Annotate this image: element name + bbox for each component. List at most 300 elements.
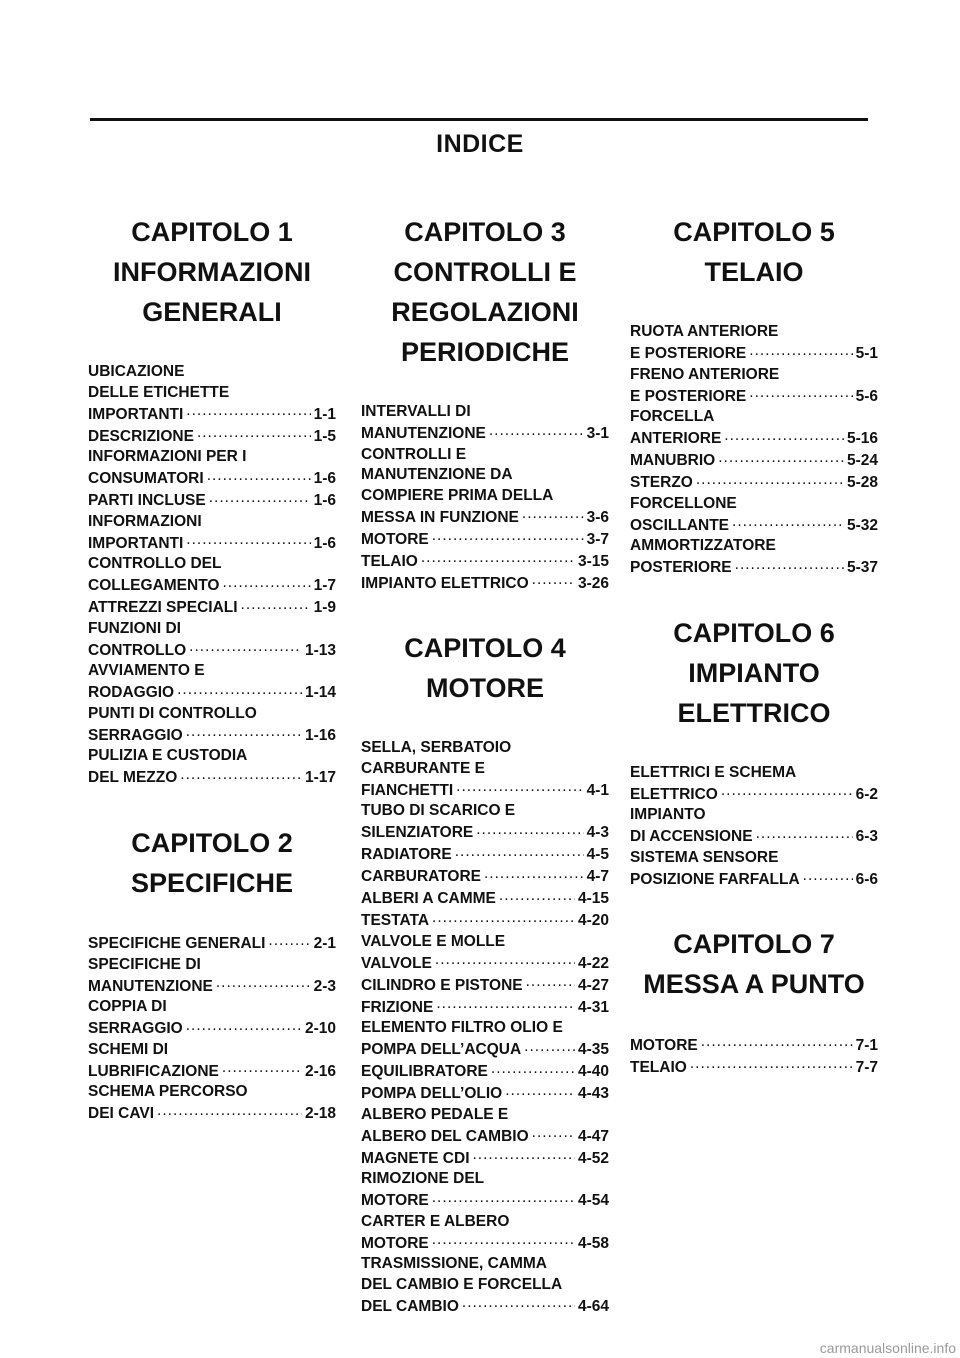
toc-page-number: 4-54 <box>577 1192 609 1209</box>
toc-entry-text: FIANCHETTI <box>361 781 454 799</box>
toc-entry-text: IMPIANTO ELETTRICO <box>361 574 529 592</box>
toc-entry-text: DEL CAMBIO <box>361 1297 459 1315</box>
toc-entry-line <box>361 974 609 996</box>
toc-entry-line <box>88 767 336 789</box>
toc-column-2 <box>361 212 609 1317</box>
toc-entry[interactable] <box>630 763 878 806</box>
dot-leader <box>732 514 844 530</box>
toc-entry-text: MOTORE <box>361 1234 429 1252</box>
toc-entry[interactable] <box>361 1147 609 1169</box>
toc-entry-text: CARTER E ALBERO <box>361 1212 510 1230</box>
toc-entry-line <box>88 682 336 704</box>
toc-entry[interactable] <box>361 1105 609 1148</box>
toc-entry-line <box>361 1083 609 1105</box>
chapter-heading: CAPITOLO 5 TELAIO <box>673 217 835 287</box>
toc-entry[interactable] <box>361 1212 609 1255</box>
toc-entry-line <box>361 759 609 780</box>
toc-page-number: 4-52 <box>577 1149 609 1167</box>
toc-entry-text: ELETTRICI E SCHEMA <box>630 763 797 781</box>
toc-entry-text: PULIZIA E CUSTODIA <box>88 747 248 764</box>
toc-entry-line <box>88 447 336 468</box>
toc-entry-text: PUNTI DI CONTROLLO <box>88 704 257 722</box>
toc-entry-text: IMPIANTO <box>630 806 706 823</box>
toc-list <box>88 933 336 1125</box>
dot-leader <box>421 550 575 566</box>
toc-entry-line <box>88 933 336 955</box>
toc-entry[interactable] <box>88 490 336 512</box>
dot-leader <box>476 822 583 838</box>
toc-entry[interactable] <box>630 322 878 365</box>
toc-entry-text: ALBERO DEL CAMBIO <box>361 1127 529 1145</box>
toc-entry[interactable] <box>361 866 609 888</box>
dot-leader <box>435 952 575 968</box>
chapter-heading: CAPITOLO 6 IMPIANTO ELETTRICO <box>673 617 835 728</box>
dot-leader <box>749 385 852 401</box>
toc-entry-text: FORCELLONE <box>630 494 737 512</box>
toc-entry[interactable] <box>361 445 609 529</box>
toc-entry-line <box>88 746 336 767</box>
toc-entry-text: FUNZIONI DI <box>88 619 181 637</box>
toc-entry-text: CONTROLLI E <box>361 445 467 463</box>
toc-entry-line <box>361 1018 609 1039</box>
toc-entry-text: IMPORTANTI <box>88 405 184 423</box>
dot-leader <box>532 1125 575 1141</box>
toc-entry[interactable] <box>88 955 336 998</box>
toc-entry-line <box>630 868 878 890</box>
toc-list <box>361 402 609 594</box>
toc-entry[interactable] <box>361 932 609 975</box>
chapter-section <box>630 613 878 891</box>
toc-entry-text: IMPORTANTI <box>88 534 184 552</box>
toc-entry-line <box>630 385 878 407</box>
toc-entry-line <box>361 738 609 759</box>
dot-leader <box>489 423 584 439</box>
toc-page-number: 3-1 <box>586 425 609 442</box>
toc-entry-text: COPPIA DI <box>88 998 167 1015</box>
toc-entry-text: MANUBRIO <box>630 452 716 469</box>
dot-leader <box>432 910 575 926</box>
toc-entry-text: DESCRIZIONE <box>88 427 194 445</box>
toc-entry-line <box>88 1082 336 1103</box>
toc-entry-line <box>88 425 336 447</box>
toc-page-number: 5-16 <box>846 430 878 447</box>
dot-leader <box>491 1061 575 1077</box>
toc-entry[interactable] <box>88 997 336 1040</box>
toc-entry[interactable] <box>361 996 609 1018</box>
toc-page-number: 3-6 <box>586 508 609 526</box>
toc-entry-text: AMMORTIZZATORE <box>630 537 776 554</box>
chapter-heading: CAPITOLO 3 CONTROLLI E REGOLAZIONI PERIODICHE <box>391 217 579 367</box>
toc-entry-text: SISTEMA SENSORE <box>630 848 779 866</box>
toc-entry-line <box>88 362 336 383</box>
toc-entry-text: E POSTERIORE <box>630 387 747 405</box>
toc-entry-text: ATTREZZI SPECIALI <box>88 599 238 616</box>
toc-page-number: 4-3 <box>586 824 609 841</box>
dot-leader <box>216 975 311 991</box>
toc-entry-line <box>361 1039 609 1061</box>
dot-leader <box>721 783 853 799</box>
toc-entry-text: AVVIAMENTO E <box>88 662 205 679</box>
toc-entry-text: ELEMENTO FILTRO OLIO E <box>361 1019 563 1036</box>
toc-entry[interactable] <box>361 1083 609 1105</box>
toc-entry[interactable] <box>630 407 878 450</box>
toc-entry-line <box>88 512 336 533</box>
toc-entry[interactable] <box>361 738 609 801</box>
dot-leader <box>462 1295 575 1311</box>
toc-entry[interactable] <box>88 619 336 662</box>
toc-entry-text: ALBERO PEDALE E <box>361 1105 509 1123</box>
toc-entry-line <box>630 494 878 515</box>
toc-entry-line <box>88 704 336 725</box>
toc-entry-line <box>361 1190 609 1212</box>
top-rule <box>90 118 868 121</box>
toc-list <box>630 322 878 579</box>
toc-page-number: 4-58 <box>577 1234 609 1252</box>
toc-entry[interactable] <box>88 746 336 789</box>
toc-entry-text: MANUTENZIONE <box>88 977 213 995</box>
toc-entry-line <box>630 322 878 343</box>
dot-leader <box>207 468 311 484</box>
toc-entry-text: SERRAGGIO <box>88 1020 183 1037</box>
toc-page-number: 2-10 <box>304 1020 336 1037</box>
dot-leader <box>177 682 302 698</box>
dot-leader <box>432 1232 575 1248</box>
toc-page-number: 4-1 <box>586 781 609 799</box>
chapter-section <box>361 628 609 1317</box>
toc-entry-text: MAGNETE CDI <box>361 1149 470 1167</box>
toc-entry[interactable] <box>630 536 878 579</box>
toc-entry-text: POMPA DELL’ACQUA <box>361 1041 522 1058</box>
toc-entry-line <box>88 383 336 404</box>
toc-entry-line <box>630 343 878 365</box>
chapter-section <box>88 212 336 789</box>
toc-entry-text: TRASMISSIONE, CAMMA <box>361 1255 547 1272</box>
toc-entry-line <box>630 1034 878 1056</box>
dot-leader <box>186 724 302 740</box>
toc-entry-line <box>88 403 336 425</box>
toc-entry-text: INFORMAZIONI <box>88 512 202 530</box>
toc-entry-line <box>630 407 878 428</box>
toc-page-number: 3-7 <box>586 530 609 548</box>
dot-leader <box>499 888 575 904</box>
toc-entry-text: MANUTENZIONE DA <box>361 466 513 483</box>
toc-entry[interactable] <box>630 1056 878 1078</box>
toc-entry[interactable] <box>88 1040 336 1083</box>
dot-leader <box>180 767 302 783</box>
toc-entry-line <box>88 597 336 619</box>
toc-entry[interactable] <box>630 494 878 537</box>
toc-entry-text: VALVOLE E MOLLE <box>361 932 506 950</box>
toc-entry-text: STERZO <box>630 474 693 491</box>
toc-page-number: 6-2 <box>855 785 878 803</box>
toc-entry-line <box>630 428 878 450</box>
dot-leader <box>522 506 584 522</box>
chapter-heading: CAPITOLO 7 MESSA A PUNTO <box>643 929 865 999</box>
toc-entry[interactable] <box>88 425 336 447</box>
chapter-heading: CAPITOLO 1 INFORMAZIONI GENERALI <box>113 217 311 327</box>
toc-entry-line <box>88 575 336 597</box>
toc-entry-text: UBICAZIONE <box>88 363 185 380</box>
toc-page-number: 2-1 <box>313 935 336 952</box>
toc-entry-text: SPECIFICHE GENERALI <box>88 935 266 952</box>
toc-entry[interactable] <box>361 801 609 844</box>
toc-page-number: 1-5 <box>313 427 336 445</box>
page-title: INDICE <box>436 130 524 158</box>
dot-leader <box>222 575 310 591</box>
toc-entry[interactable] <box>88 512 336 555</box>
toc-entry-line <box>361 910 609 932</box>
toc-entry-line <box>88 639 336 661</box>
toc-page-number: 1-14 <box>304 684 336 701</box>
toc-page-number: 2-18 <box>304 1105 336 1122</box>
toc-entry[interactable] <box>361 1018 609 1061</box>
toc-entry-text: MOTORE <box>361 1192 429 1209</box>
toc-entry[interactable] <box>630 805 878 848</box>
toc-entry[interactable] <box>630 365 878 408</box>
toc-list <box>88 362 336 789</box>
dot-leader <box>524 1039 575 1055</box>
toc-page-number: 4-40 <box>577 1063 609 1080</box>
toc-entry-line <box>361 528 609 550</box>
toc-entry-text: TESTATA <box>361 912 430 929</box>
toc-entry-line <box>88 619 336 640</box>
toc-entry-text: CONTROLLO <box>88 641 187 659</box>
toc-entry-text: LUBRIFICAZIONE <box>88 1062 219 1080</box>
toc-entry-line <box>361 465 609 486</box>
toc-entry-text: CILINDRO E PISTONE <box>361 976 523 994</box>
toc-entry-text: FRIZIONE <box>361 998 434 1016</box>
toc-entry-line <box>361 550 609 572</box>
dot-leader <box>690 1056 853 1072</box>
toc-entry[interactable] <box>630 848 878 891</box>
toc-entry-line <box>361 1254 609 1275</box>
dot-leader <box>268 933 310 949</box>
toc-entry-line <box>88 532 336 554</box>
dot-leader <box>484 866 584 882</box>
toc-entry-line <box>361 888 609 910</box>
toc-page-number: 4-7 <box>586 868 609 885</box>
toc-entry-line <box>88 661 336 682</box>
dot-leader <box>696 472 844 488</box>
dot-leader <box>724 428 844 444</box>
dot-leader <box>197 425 311 441</box>
toc-entry[interactable] <box>361 550 609 572</box>
toc-entry[interactable] <box>88 1082 336 1125</box>
toc-entry-text: DEI CAVI <box>88 1105 155 1122</box>
dot-leader <box>157 1103 302 1119</box>
dot-leader <box>701 1034 853 1050</box>
toc-page-number: 2-16 <box>304 1062 336 1080</box>
toc-entry-text: RODAGGIO <box>88 684 175 701</box>
toc-entry-line <box>88 554 336 575</box>
dot-leader <box>532 572 575 588</box>
toc-entry-line <box>361 506 609 528</box>
toc-entry[interactable] <box>361 1061 609 1083</box>
toc-entry-line <box>630 557 878 579</box>
toc-entry-line <box>88 997 336 1018</box>
toc-page-number: 1-1 <box>313 405 336 423</box>
toc-page-number: 1-9 <box>313 599 336 616</box>
toc-entry-line <box>88 1018 336 1040</box>
toc-page-number: 4-35 <box>577 1041 609 1058</box>
toc-entry-text: TELAIO <box>630 1058 687 1076</box>
dot-leader <box>455 844 584 860</box>
toc-entry[interactable] <box>88 661 336 704</box>
toc-entry[interactable] <box>361 528 609 550</box>
toc-entry-line <box>88 1040 336 1061</box>
toc-entry-text: FRENO ANTERIORE <box>630 365 780 383</box>
toc-entry-line <box>630 365 878 386</box>
toc-entry[interactable] <box>88 933 336 955</box>
toc-entry[interactable] <box>361 888 609 910</box>
dot-leader <box>749 343 852 359</box>
toc-entry-line <box>361 423 609 445</box>
dot-leader <box>186 403 310 419</box>
toc-entry[interactable] <box>361 1169 609 1212</box>
toc-page-number: 1-16 <box>304 726 336 744</box>
toc-entry-text: CONSUMATORI <box>88 470 204 487</box>
dot-leader <box>241 597 311 613</box>
toc-page-number: 4-15 <box>577 890 609 907</box>
toc-entry-line <box>361 1061 609 1083</box>
toc-entry-text: COLLEGAMENTO <box>88 577 220 594</box>
toc-entry-text: VALVOLE <box>361 954 432 972</box>
dot-leader <box>456 779 583 795</box>
toc-page-number: 1-6 <box>313 492 336 509</box>
toc-entry-text: ALBERI A CAMME <box>361 890 496 907</box>
toc-entry[interactable] <box>88 597 336 619</box>
toc-entry-line <box>361 932 609 953</box>
toc-entry[interactable] <box>630 472 878 494</box>
toc-entry-line <box>630 514 878 536</box>
toc-entry-line <box>630 848 878 869</box>
toc-entry-text: RIMOZIONE DEL <box>361 1170 485 1187</box>
toc-entry-text: RUOTA ANTERIORE <box>630 323 779 340</box>
toc-entry-line <box>361 1105 609 1126</box>
toc-page-number: 3-26 <box>577 574 609 592</box>
toc-entry[interactable] <box>361 402 609 445</box>
dot-leader <box>718 450 844 466</box>
chapter-heading: CAPITOLO 4 MOTORE <box>404 633 566 703</box>
chapter-section <box>630 212 878 579</box>
toc-page-number: 2-3 <box>313 977 336 995</box>
toc-page-number: 5-24 <box>846 452 878 469</box>
toc-entry-line <box>361 1232 609 1254</box>
toc-entry-line <box>88 724 336 746</box>
toc-page-number: 4-22 <box>577 954 609 972</box>
toc-entry-line <box>88 1103 336 1125</box>
toc-entry-line <box>88 975 336 997</box>
toc-entry[interactable] <box>88 554 336 597</box>
toc-entry-line <box>361 445 609 466</box>
toc-page-number: 4-27 <box>577 976 609 994</box>
toc-entry-line <box>361 1275 609 1296</box>
toc-page-number: 4-43 <box>577 1085 609 1102</box>
toc-entry-text: MOTORE <box>361 530 429 548</box>
dot-leader <box>186 532 310 548</box>
toc-entry-line <box>361 866 609 888</box>
toc-page-number: 7-7 <box>855 1058 878 1076</box>
dot-leader <box>735 557 844 573</box>
toc-entry[interactable] <box>361 1254 609 1317</box>
dot-leader <box>473 1147 575 1163</box>
toc-entry-line <box>630 450 878 472</box>
toc-entry-text: E POSTERIORE <box>630 345 747 362</box>
toc-page-number: 4-64 <box>577 1297 609 1315</box>
toc-entry-text: OSCILLANTE <box>630 516 730 534</box>
toc-entry[interactable] <box>361 572 609 594</box>
toc-entry-text: TELAIO <box>361 552 418 570</box>
toc-entry-text: DI ACCENSIONE <box>630 828 753 845</box>
toc-page-number: 7-1 <box>855 1036 878 1054</box>
toc-page-number: 5-32 <box>846 516 878 534</box>
toc-entry-text: FORCELLA <box>630 408 715 425</box>
toc-page-number: 5-1 <box>855 345 878 362</box>
toc-entry-line <box>361 952 609 974</box>
toc-column-3 <box>630 212 878 1078</box>
toc-entry-text: SCHEMA PERCORSO <box>88 1083 248 1100</box>
toc-page-number: 1-17 <box>304 769 336 786</box>
toc-entry-line <box>630 826 878 848</box>
toc-entry[interactable] <box>361 844 609 866</box>
toc-entry-text: MESSA IN FUNZIONE <box>361 508 519 526</box>
dot-leader <box>189 639 302 655</box>
toc-entry[interactable] <box>361 910 609 932</box>
dot-leader <box>209 490 311 506</box>
toc-entry-line <box>88 468 336 490</box>
toc-entry-text: EQUILIBRATORE <box>361 1063 488 1080</box>
toc-entry-text: DEL MEZZO <box>88 769 178 786</box>
toc-entry-line <box>88 490 336 512</box>
toc-entry-line <box>361 844 609 866</box>
toc-entry[interactable] <box>88 704 336 747</box>
toc-entry[interactable] <box>361 974 609 996</box>
chapter-heading: CAPITOLO 2 SPECIFICHE <box>130 827 294 898</box>
toc-entry-line <box>361 801 609 822</box>
toc-entry[interactable] <box>630 450 878 472</box>
toc-entry-text: RADIATORE <box>361 846 452 863</box>
toc-entry-line <box>88 1060 336 1082</box>
toc-entry-line <box>361 402 609 423</box>
toc-entry-text: COMPIERE PRIMA DELLA <box>361 486 554 504</box>
toc-entry-line <box>361 1169 609 1190</box>
dot-leader <box>222 1060 302 1076</box>
toc-entry-text: CARBURATORE <box>361 868 481 885</box>
toc-entry[interactable] <box>88 447 336 490</box>
toc-entry[interactable] <box>88 362 336 425</box>
toc-entry-line <box>361 822 609 844</box>
toc-entry-text: TUBO DI SCARICO E <box>361 802 516 819</box>
toc-entry-text: SCHEMI DI <box>88 1040 169 1058</box>
dot-leader <box>505 1083 575 1099</box>
toc-entry-text: POSIZIONE FARFALLA <box>630 870 800 888</box>
toc-entry-line <box>361 779 609 801</box>
toc-entry-line <box>361 1295 609 1317</box>
toc-entry-text: SERRAGGIO <box>88 726 183 744</box>
toc-page-number: 1-7 <box>313 577 336 594</box>
toc-entry-text: POMPA DELL’OLIO <box>361 1085 503 1102</box>
toc-entry-text: PARTI INCLUSE <box>88 492 206 509</box>
toc-entry-text: SILENZIATORE <box>361 824 474 841</box>
toc-entry[interactable] <box>630 1034 878 1056</box>
watermark: carmanualsonline.info <box>819 1340 956 1356</box>
toc-page-number: 5-6 <box>855 387 878 405</box>
dot-leader <box>803 868 853 884</box>
dot-leader <box>756 826 853 842</box>
dot-leader <box>432 1190 575 1206</box>
toc-list <box>630 763 878 891</box>
toc-page-number: 3-15 <box>577 552 609 570</box>
